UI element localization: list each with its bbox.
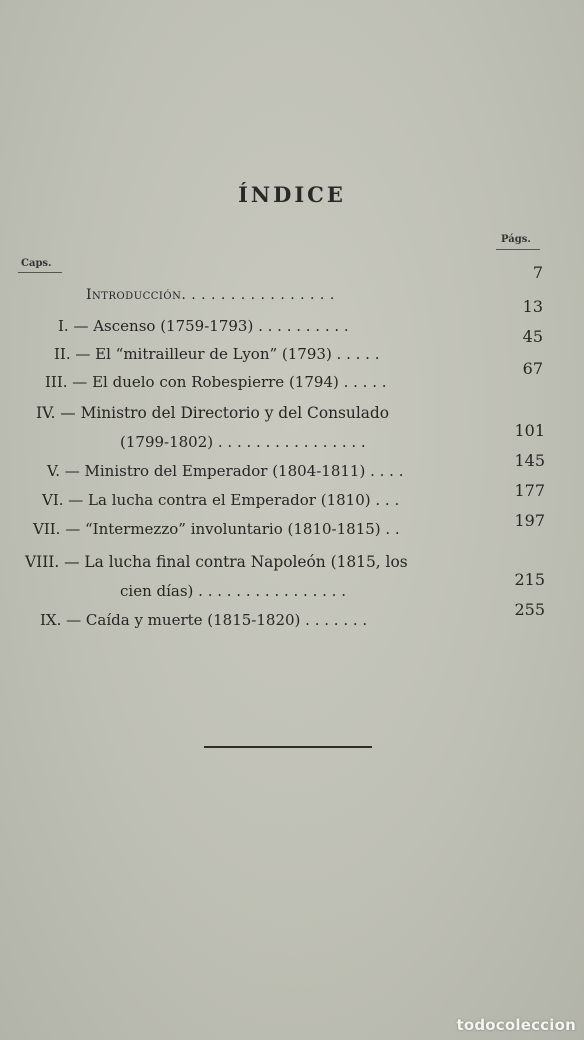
toc-entry-chapter-8: VIII. — La lucha final contra Napoleón (1815, los (25, 553, 408, 571)
chapters-header-underline (18, 272, 62, 273)
toc-page-chapter-2: 45 (522, 327, 543, 346)
toc-page-chapter-7: 197 (514, 511, 545, 530)
toc-entry-introduction: Introducción. . . . . . . . . . . . . . . . (86, 287, 335, 303)
toc-entry-chapter-5: V. — Ministro del Emperador (1804-1811) . . . . (47, 462, 404, 480)
toc-page-chapter-8: 215 (514, 570, 545, 589)
toc-entry-chapter-9: IX. — Caída y muerte (1815-1820) . . . . . . . (40, 611, 368, 629)
pages-header-underline (496, 249, 540, 250)
toc-page-introduction: 7 (532, 263, 543, 282)
toc-entry-chapter-2: II. — El “mitrailleur de Lyon” (1793) . . . . . (54, 345, 380, 363)
toc-page-chapter-4: 101 (514, 421, 545, 440)
pages-column-header: Págs. (501, 234, 531, 245)
chapters-column-header: Caps. (21, 258, 52, 269)
toc-entry-chapter-8-continued: cien días) . . . . . . . . . . . . . . . . (120, 582, 346, 600)
index-title: ÍNDICE (238, 182, 346, 207)
toc-page-chapter-3: 67 (522, 359, 543, 378)
closing-rule (204, 746, 372, 748)
toc-page-chapter-1: 13 (522, 297, 543, 316)
toc-entry-chapter-4-continued: (1799-1802) . . . . . . . . . . . . . . . . (120, 433, 366, 451)
toc-entry-chapter-3: III. — El duelo con Robespierre (1794) . . . . . (45, 373, 387, 391)
toc-entry-chapter-7: VII. — “Intermezzo” involuntario (1810-1815) . . (33, 520, 400, 538)
toc-page-chapter-9: 255 (514, 600, 545, 619)
watermark: todocoleccion (456, 1016, 576, 1034)
toc-entry-chapter-6: VI. — La lucha contra el Emperador (1810) . . . (42, 491, 400, 509)
toc-page-chapter-5: 145 (514, 451, 545, 470)
toc-entry-chapter-4: IV. — Ministro del Directorio y del Consulado (36, 404, 390, 422)
toc-entry-chapter-1: I. — Ascenso (1759-1793) . . . . . . . . . . (58, 317, 349, 335)
toc-page-chapter-6: 177 (514, 481, 545, 500)
